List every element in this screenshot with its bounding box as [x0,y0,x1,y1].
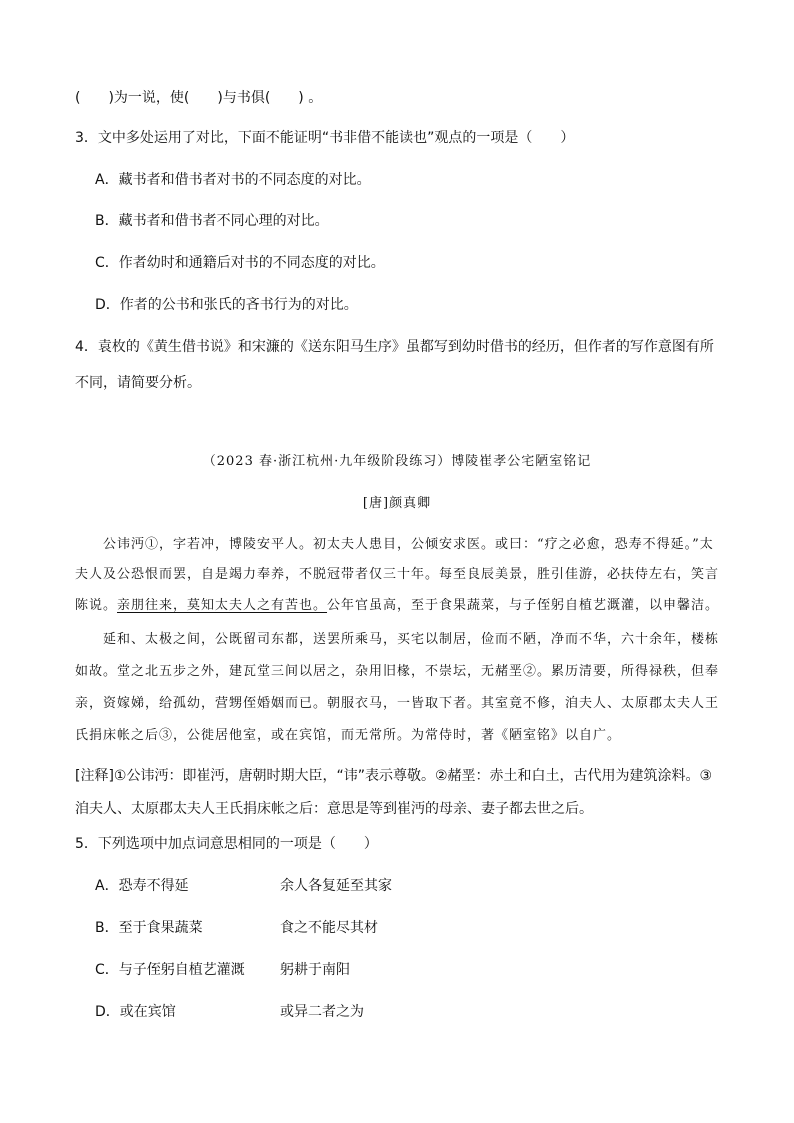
passage-text: 陈说。 [75,598,118,613]
option-left-phrase: B．至于食果蔬菜 [95,920,203,936]
question-5-option-b[interactable] [95,918,378,938]
annotation-line-1: [注释]①公讳沔：即崔沔，唐朝时期大臣，“讳”表示尊敬。②赭垩：赤土和白土，古代用为建筑涂料。③ [75,768,713,784]
question-5-option-c[interactable] [95,960,350,980]
question-3-stem: 3．文中多处运用了对比，下面不能证明“书非借不能读也”观点的一项是（ ） [75,130,575,146]
passage-text: 公年官虽高，至于食果蔬菜，与子侄躬自植艺溉灌，以申馨洁。 [327,598,720,613]
question-5-option-a[interactable] [95,876,392,896]
question-3-option-c[interactable]: C．作者幼时和通籍后对书的不同态度的对比。 [95,255,385,271]
passage-author: [唐]颜真卿 [362,496,432,511]
passage-line: 如故。堂之北五步之外，建瓦堂三间以居之，杂用旧椽，不崇坛，无赭垩②。累历清要，所得禄秩，但奉 [75,664,720,679]
passage-line [75,596,719,616]
option-left-phrase: D．或在宾馆 [95,1004,176,1020]
question-3-option-d[interactable]: D．作者的公书和张氏的吝书行为的对比。 [95,297,358,313]
passage-line: 氏捐床帐之后③，公徙居他室，或在宾馆，而无常所。为常侍时，著《陋室铭》以自广。 [75,728,622,743]
option-left-phrase: C．与子侄躬自植艺灌溉 [95,962,245,978]
option-right-phrase: 余人各复延至其家 [280,878,392,894]
option-right-phrase: 或异二者之为 [280,1004,364,1020]
top-line: ( )为一说，使( )与书俱( ) 。 [75,90,323,106]
passage-line: 亲，资嫁娣，给孤幼，营甥侄婚姻而已。朝服衣马，一皆取下者。其室竟不修，洎夫人、太原郡太夫人王 [75,696,720,711]
option-right-phrase: 躬耕于南阳 [280,962,350,978]
option-right-phrase: 食之不能尽其材 [280,920,378,936]
question-5-option-d[interactable] [95,1002,364,1022]
question-5-stem: 5．下列选项中加点词意思相同的一项是（ ） [75,836,378,852]
annotation-line-2: 洎夫人、太原郡太夫人王氏捐床帐之后：意思是等到崔沔的母亲、妻子都去世之后。 [75,801,593,817]
passage-line: 公讳沔①，字若冲，博陵安平人。初太夫人患目，公倾安求医。或曰：“疗之必愈，恐寿不得延。”太 [103,537,714,552]
question-4-line-1: 4．袁枚的《黄生借书说》和宋濂的《送东阳马生序》虽都写到幼时借书的经历，但作者的写作意图有所 [75,339,714,355]
passage-line: 夫人及公恐恨而罢，自是竭力奉养，不脱冠带者仅三十年。每至良辰美景，胜引佳游，必扶侍左右，笑言 [75,567,720,582]
underlined-sentence: 亲朋往来，莫知太夫人之有苦也。 [117,598,328,613]
option-left-phrase: A．恐寿不得延 [95,878,189,894]
question-3-option-b[interactable]: B．藏书者和借书者不同心理的对比。 [95,213,329,229]
question-4-line-2: 不同，请简要分析。 [75,375,201,391]
passage-line: 延和、太极之间，公既留司东都，送罢所乘马，买宅以制居，俭而不陋，净而不华，六十余年，楼栋 [103,632,720,647]
passage-title: （2023 春·浙江杭州·九年级阶段练习）博陵崔孝公宅陋室铭记 [202,454,592,469]
question-3-option-a[interactable]: A．藏书者和借书者对书的不同态度的对比。 [95,172,371,188]
